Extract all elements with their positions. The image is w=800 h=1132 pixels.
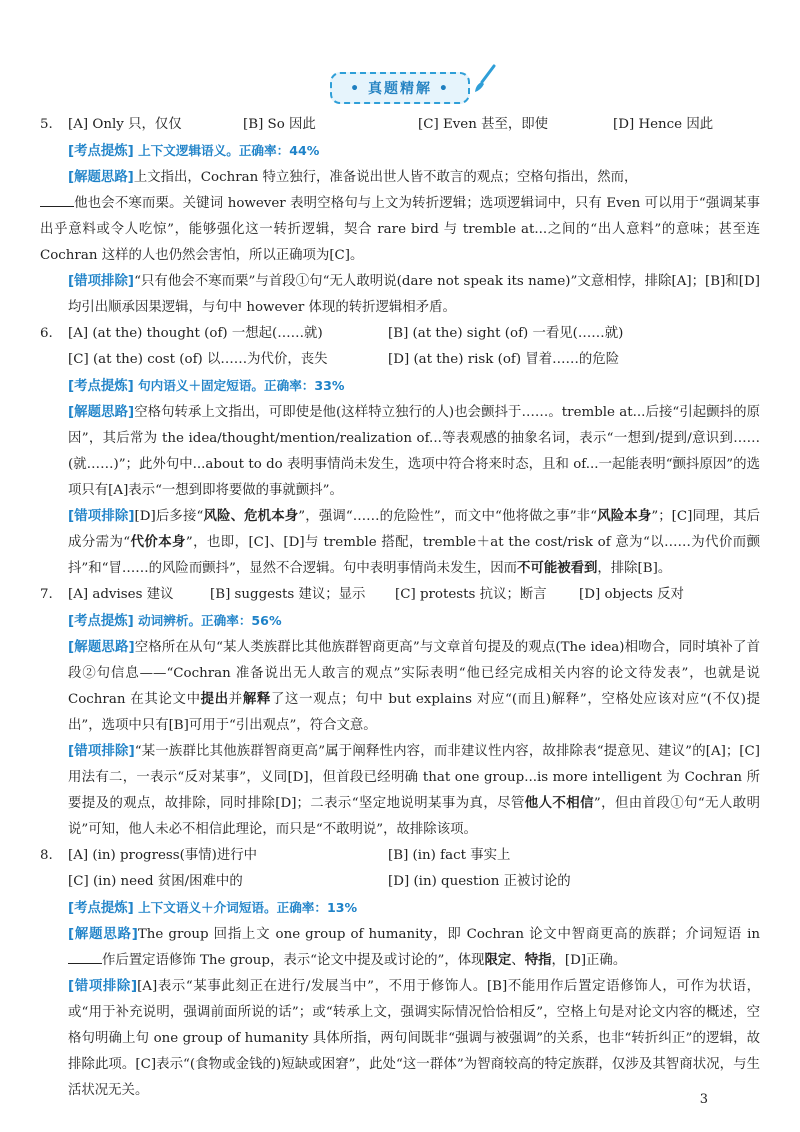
q7-cuoxiang (40, 739, 760, 843)
option-d: [D] Hence 因此 (613, 117, 714, 132)
cuoxiang-text: ”；[C]同理，其后成分需为“ (68, 509, 761, 550)
q5-jieti-continued (40, 191, 760, 269)
jieti-text: The group 回指上文 one group of humanity，即 Cochran 论文中智商更高的族群；介词短语 in (137, 927, 760, 942)
question-8-options (40, 843, 760, 869)
kaodian-text: 上下文逻辑语义。正确率：44% (138, 143, 320, 158)
question-number: 8. (40, 848, 53, 863)
q8-cuoxiang (40, 974, 760, 1104)
question-5-options (40, 112, 760, 138)
option-c: [C] (at the) cost (of) 以……为代价，丧失 (68, 352, 328, 367)
page-number: 3 (699, 1092, 708, 1107)
cuoxiang-text: ”，也即，[C]、[D]与 tremble 搭配，tremble＋at the cost/risk of 意为“以……为代价而颤抖”和“冒……的风险而颤抖”，显然不合逻辑。句中表明事情尚未发生，因而 (68, 535, 760, 576)
question-number: 7. (40, 587, 53, 602)
option-a: [A] (in) progress(事情)进行中 (68, 848, 258, 863)
q5-jieti (40, 165, 760, 191)
cuoxiang-tag: [错项排除] (68, 274, 135, 289)
option-a: [A] (at the) thought (of) 一想起(……就) (68, 326, 323, 341)
emphasis-text: 不可能被看到 (517, 561, 598, 576)
option-b: [B] So 因此 (243, 117, 316, 132)
jieti-text: 作后置定语修饰 The group，表示“论文中提及或讨论的”，体现 (102, 953, 485, 968)
jieti-tag: [解题思路] (68, 405, 135, 420)
question-6-options (40, 321, 760, 347)
cuoxiang-text: ”，强调“……的危险性”，而文中“他将做之事”非“ (298, 509, 598, 524)
cuoxiang-text: [A]表示“某事此刻正在进行/发展当中”，不用于修饰人。[B]不能用作后置定语修饰人，可作为状语，或“用于补充说明，强调前面所说的话”；或“转承上文，强调实际情况恰恰相反”，空格上句是对论文内容的概述，空格句明确上句 one group of humanity 具体所指，两句间既非“强调与被强调”的关系，也非“转折纠正”的逻辑，故排除此项。[C]表示“(食物或金钱的)短缺或困窘”，此处“这一群体”为智商较高的特定族群，仅涉及其智商状况，与生活状况无关。 (68, 979, 761, 1098)
page (40, 0, 760, 1104)
option-a: [A] Only 只，仅仅 (68, 117, 182, 132)
answer-blank (40, 192, 74, 207)
option-d: [D] (in) question 正被讨论的 (388, 874, 571, 889)
q8-kaodian (40, 895, 760, 922)
jieti-text: ，[D]正确。 (551, 953, 627, 968)
jieti-tag: [解题思路] (68, 640, 135, 655)
q6-cuoxiang (40, 504, 760, 582)
cuoxiang-tag: [错项排除] (68, 979, 138, 994)
kaodian-tag: [考点提炼] (68, 614, 134, 629)
jieti-text: 并 (228, 692, 243, 707)
question-number: 6. (40, 326, 53, 341)
option-a: [A] advises 建议 (68, 587, 174, 602)
q8-jieti (40, 922, 760, 974)
option-b: [B] suggests 建议；显示 (210, 587, 366, 602)
option-d: [D] (at the) risk (of) 冒着……的危险 (388, 352, 620, 367)
q5-kaodian (40, 138, 760, 165)
emphasis-text: 特指 (524, 953, 552, 968)
jieti-text: 上文指出，Cochran 特立独行，准备说出世人皆不敢言的观点；空格句指出，然而， (133, 170, 638, 185)
kaodian-tag: [考点提炼] (68, 901, 134, 916)
section-header (40, 72, 760, 106)
emphasis-text: 代价本身 (130, 535, 186, 550)
q6-jieti (40, 400, 760, 504)
emphasis-text: 限定 (484, 953, 512, 968)
jieti-text: 、 (511, 953, 525, 968)
question-6-options-row2 (40, 347, 760, 373)
emphasis-text: 风险、危机本身 (203, 509, 299, 524)
answer-explanations (40, 112, 760, 1104)
jieti-text: 空格所在从句“某人类族群比其他族群智商更高”与文章首句提及的观点(The idea)相吻合，同时填补了首段②句信息——“Cochran 准备说出无人敢言的观点”实际表明“他已经完成相关内容的论文待发表”，也就是说 Cochran 在其论文中 (68, 640, 760, 707)
emphasis-text: 解释 (242, 692, 271, 707)
option-c: [C] protests 抗议；断言 (395, 587, 547, 602)
cuoxiang-tag: [错项排除] (68, 744, 135, 759)
kaodian-text: 动词辨析。正确率：56% (138, 613, 282, 628)
jieti-text-continued: 他也会不寒而栗。关键词 however 表明空格句与上文为转折逻辑；选项逻辑词中，只有 Even 可以用于“强调某事出乎意料或令人吃惊”，能够强化这一转折逻辑，契合 rare bird 与 tremble at...之间的“出人意料”的意味；甚至连 Cochran 这样的人也仍然会害怕，所以正确项为[C]。 (40, 196, 760, 263)
q7-kaodian (40, 608, 760, 635)
q7-jieti (40, 635, 760, 739)
cuoxiang-text: “某一族群比其他族群智商更高”属于阐释性内容，而非建议性内容，故排除表“提意见、建议”的[A]；[C]用法有二，一表示“反对某事”，义同[D]，但首段已经明确 that one group...is more intelligent 为 Cochran 所要提及的观点，故排除，同时排除[D]；二表示“坚定地说明某事为真，尽管 (68, 744, 760, 811)
question-7-options (40, 582, 760, 608)
jieti-tag: [解题思路] (68, 170, 134, 185)
cuoxiang-text: ，排除[B]。 (597, 561, 672, 576)
brush-icon (472, 64, 498, 94)
cuoxiang-tag: [错项排除] (68, 509, 135, 524)
emphasis-text: 风险本身 (597, 509, 652, 524)
section-title: • 真题精解 • (350, 81, 450, 97)
question-8-options-row2 (40, 869, 760, 895)
jieti-text: 空格句转承上文指出，可即使是他(这样特立独行的人)也会颤抖于……。tremble at...后接“引起颤抖的原因”，其后常为 the idea/thought/mention/realization of...等表观感的抽象名词，表示“一想到/提到/意识到……(就……)”；此外句中...about to do 表明事情尚未发生，选项中符合将来时态，且和 of...一起能表明“颤抖原因”的选项只有[A]表示“一想到即将要做的事就颤抖”。 (68, 405, 760, 498)
cuoxiang-text: [D]后多接“ (134, 509, 204, 524)
emphasis-text: 提出 (200, 692, 229, 707)
section-banner (330, 72, 470, 104)
kaodian-tag: [考点提炼] (68, 144, 134, 159)
kaodian-tag: [考点提炼] (68, 379, 134, 394)
q6-kaodian (40, 373, 760, 400)
question-number: 5. (40, 117, 53, 132)
option-b: [B] (in) fact 事实上 (388, 848, 511, 863)
option-c: [C] Even 甚至，即使 (418, 117, 549, 132)
kaodian-text: 句内语义＋固定短语。正确率：33% (138, 378, 345, 393)
kaodian-text: 上下文语义＋介词短语。正确率：13% (138, 900, 358, 915)
cuoxiang-text: “只有他会不寒而栗”与首段①句“无人敢明说(dare not speak its name)”文意相悖，排除[A]；[B]和[D]均引出顺承因果逻辑，与句中 however 体现的转折逻辑相矛盾。 (68, 274, 760, 315)
cuoxiang-text: ”，但由首段①句“无人敢明说”可知，他人未必不相信此理论，而只是“不敢明说”，故排除该项。 (68, 796, 760, 837)
jieti-tag: [解题思路] (68, 927, 138, 942)
answer-blank (68, 949, 102, 964)
jieti-text: 了这一观点；句中 but explains 对应“(而且)解释”，空格处应该对应“(不仅)提出”，选项中只有[B]可用于“引出观点”，符合文意。 (68, 692, 761, 733)
option-b: [B] (at the) sight (of) 一看见(……就) (388, 326, 624, 341)
q5-cuoxiang (40, 269, 760, 321)
emphasis-text: 他人不相信 (524, 796, 594, 811)
option-c: [C] (in) need 贫困/困难中的 (68, 874, 243, 889)
option-d: [D] objects 反对 (579, 587, 684, 602)
